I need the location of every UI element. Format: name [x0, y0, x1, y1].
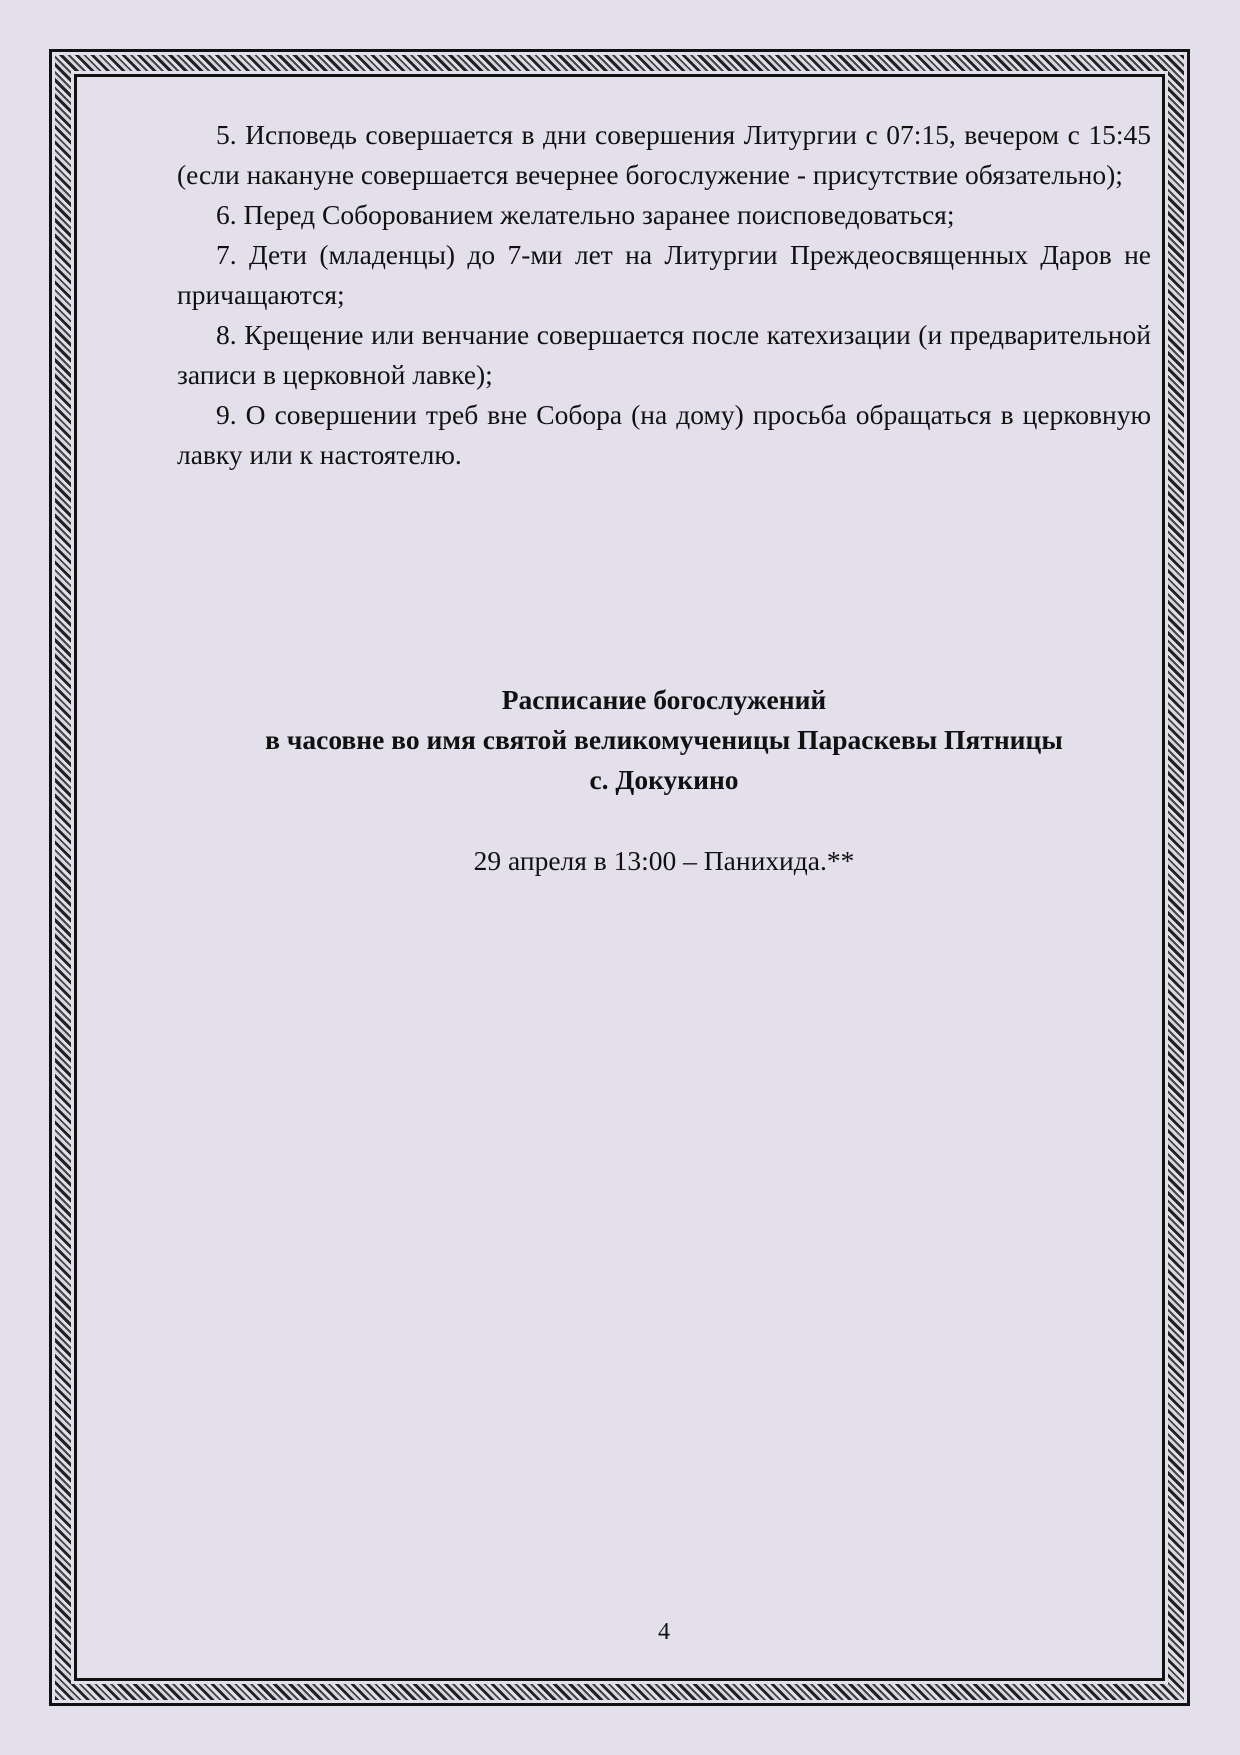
- rule-item: 5. Исповедь совершается в дни совершения Литургии с 07:15, вечером с 15:45 (если накануне совершается вечернее богослужение - присутствие обязательно);: [177, 119, 1151, 190]
- rule-item: 6. Перед Соборованием желательно заранее поисповедоваться;: [216, 199, 955, 230]
- rule-item: 8. Крещение или венчание совершается после катехизации (и предварительной записи в церковной лавке);: [177, 319, 1151, 390]
- page-number: 4: [658, 1619, 670, 1645]
- rules-list: [177, 115, 1151, 475]
- schedule-chapel-name: в часовне во имя святой великомученицы Параскевы Пятницы: [265, 724, 1063, 755]
- schedule-title: Расписание богослужений: [501, 684, 827, 715]
- schedule-village: с. Докукино: [589, 764, 739, 795]
- rule-item: 9. О совершении треб вне Собора (на дому) просьба обращаться в церковную лавку или к настоятелю.: [177, 399, 1151, 470]
- schedule-entry: 29 апреля в 13:00 – Панихида.**: [473, 845, 855, 876]
- rule-item: 7. Дети (младенцы) до 7-ми лет на Литургии Преждеосвященных Даров не причащаются;: [177, 239, 1151, 310]
- schedule-heading: [177, 680, 1151, 800]
